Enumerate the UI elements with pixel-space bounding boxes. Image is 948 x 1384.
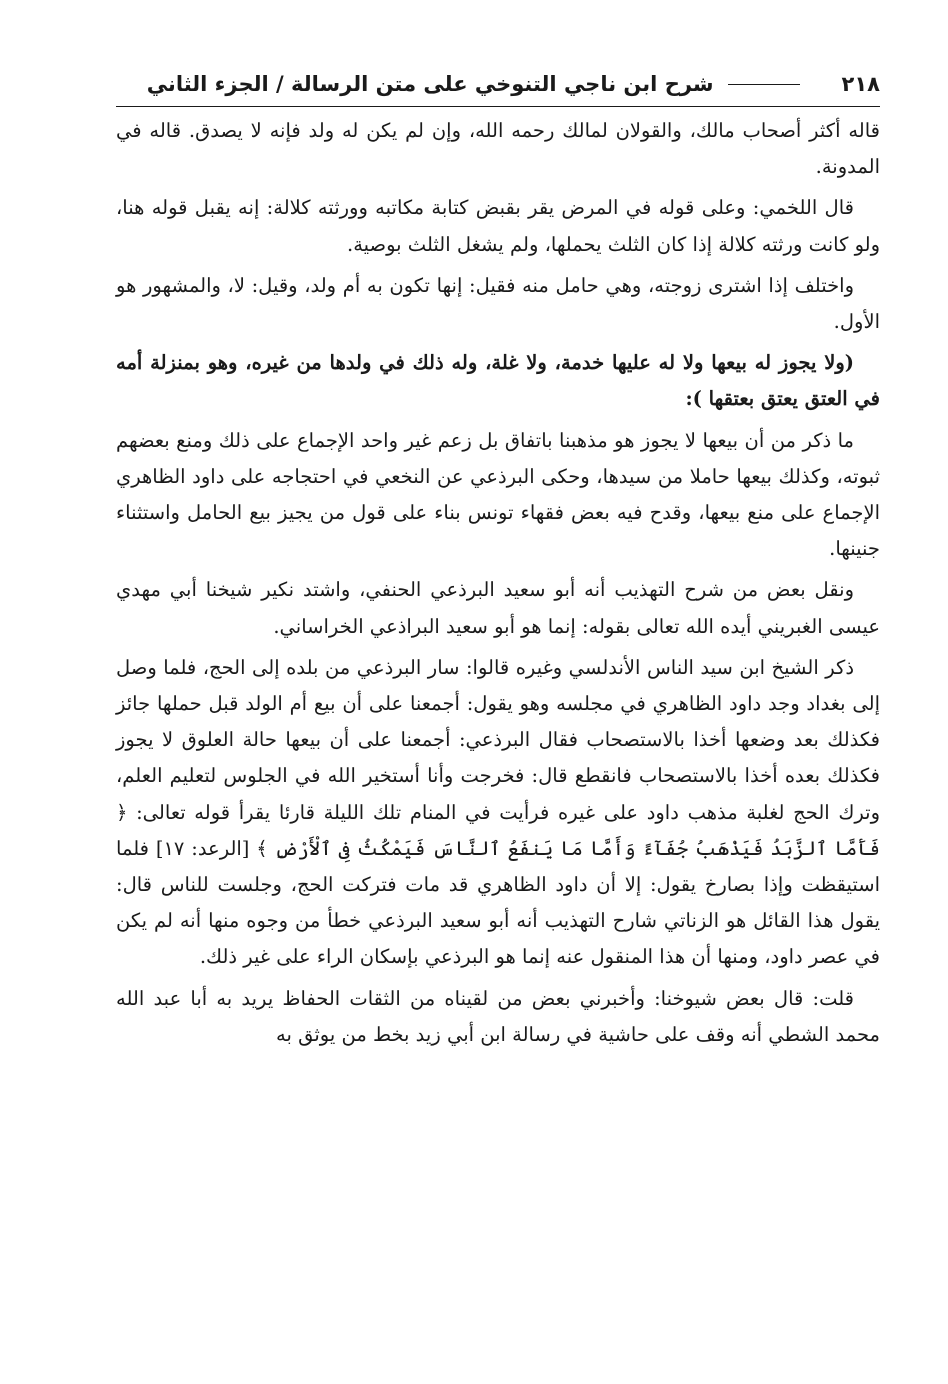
- paragraph-text: [الرعد: ١٧] فلما استيقظت وإذا بصارخ يقول: إلا أن داود الظاهري قد مات فتركت الحج، وجلست للناس قال: يقول هذا القائل هو الزناتي شارح التهذيب أنه أبو سعيد البرذعي خطأ من وجوه منها أنه لم يكن في عصر داود، ومنها أن هذا المنقول عنه إنما هو البرذعي بإسكان الراء على غير ذلك.: [116, 836, 880, 969]
- matn-quotation: (ولا يجوز له بيعها ولا له عليها خدمة، ولا غلة، وله ذلك في ولدها من غيره، وهو بمنزلة أمه في العتق يعتق بعتقها ):: [116, 351, 880, 411]
- paragraph: واختلف إذا اشترى زوجته، وهي حامل منه فقيل: إنها تكون به أم ولد، وقيل: لا، والمشهور هو الأول.: [116, 273, 880, 334]
- header-rule: [728, 84, 800, 85]
- paragraph: ونقل بعض من شرح التهذيب أنه أبو سعيد البرذعي الحنفي، واشتد نكير شيخنا أبي مهدي عيسى الغبريني أيده الله تعالى بقوله: إنما هو أبو سعيد البراذعي الخراساني.: [116, 578, 880, 638]
- page-number: ٢١٨: [841, 72, 880, 96]
- book-page: [116, 62, 880, 1058]
- page-body: [116, 113, 880, 1053]
- paragraph: قال اللخمي: وعلى قوله في المرض يقر بقبض كتابة مكاتبه وورثته كلالة: إنه يقبل قوله هنا، ولو كانت ورثته كلالة إذا كان الثلث يحملها، ولم يشغل الثلث بوصية.: [116, 196, 880, 256]
- paragraph-text: ذكر الشيخ ابن سيد الناس الأندلسي وغيره قالوا: سار البرذعي من بلده إلى الحج، فلما وصل إلى بغداد وجد داود الظاهري في مجلسه وهو يقول: أجمعنا على أن بيع أم الولد قبل حملها جائز فكذلك بعد وضعها أخذا بالاستصحاب فقال البرذعي: أجمعنا على أن بيعها حالة العلوق لا يجوز فكذلك بعده أخذا بالاستصحاب فانقطع قال: فخرجت وأنا أستخير الله في الجلوس لتعليم العلم، وترك الحج لغلبة مذهب داود على غيره فرأيت في المنام تلك الليلة قارئا يقرأ قوله تعالى:: [116, 655, 881, 824]
- paragraph: قلت: قال بعض شيوخنا: وأخبرني بعض من لقيناه من الثقات الحفاظ يريد به أبا عبد الله محمد الشطي أنه وقف على حاشية في رسالة ابن أبي زيد بخط من يوثق به: [116, 986, 880, 1046]
- paragraph: [116, 650, 880, 976]
- paragraph: ما ذكر من أن بيعها لا يجوز هو مذهبنا باتفاق بل زعم غير واحد الإجماع على ذلك ومنع بعضهم ثبوته، وكذلك بيعها حاملا من سيدها، وحكى البرذعي عن النخعي في احتجاجه على داود الظاهري الإجماع على منع بيعها، وقدح فيه بعض فقهاء تونس بناء على قول من يجيز بيع الحامل واستثناء جنينها.: [116, 428, 880, 561]
- running-header: [116, 62, 880, 107]
- paragraph: قاله أكثر أصحاب مالك، والقولان لمالك رحمه الله، وإن لم يكن له ولد فإنه لا يصدق. قاله في المدونة.: [116, 119, 880, 179]
- running-title: شرح ابن ناجي التنوخي على متن الرسالة / الجزء الثاني: [146, 72, 714, 96]
- quran-verse: ﴿ فَأَمَّا ٱلزَّبَدُ فَيَذْهَبُ جُفَآءً وَأَمَّا مَا يَنفَعُ ٱلنَّاسَ فَيَمْكُثُ فِى ٱلْأَرْضِ ﴾: [116, 800, 880, 860]
